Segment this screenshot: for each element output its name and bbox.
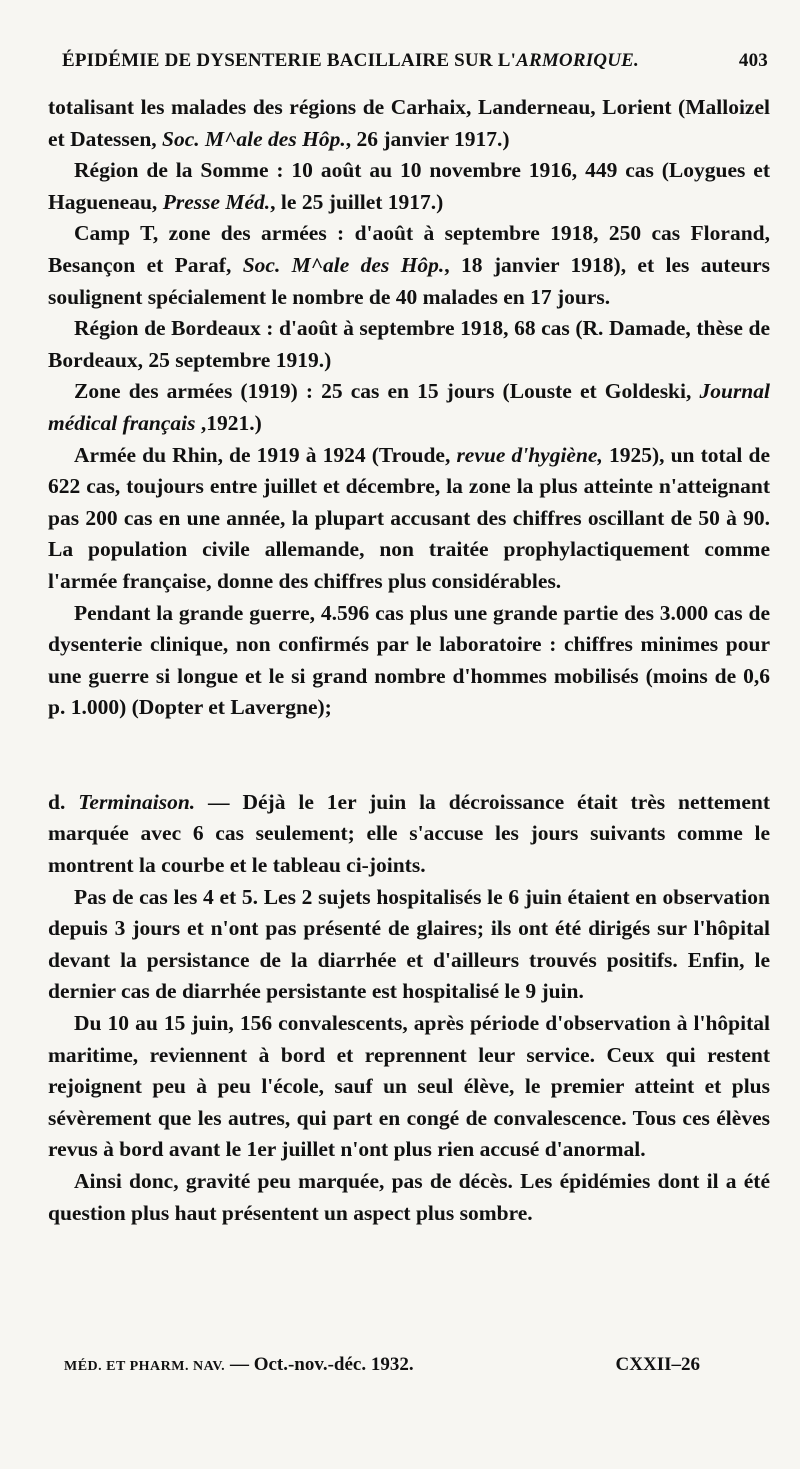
text-run: — Déjà le 1er juin la décroissance était très nettement marquée avec 6 cas seulement; elle s'accuse les jours suivants comme le montrent la courbe et le tableau ci-joints.: [48, 789, 770, 878]
paragraph: [48, 155, 770, 218]
footer-date: — Oct.-nov.-déc. 1932.: [229, 1354, 414, 1375]
paragraph: [48, 598, 770, 724]
footer-journal-line: [64, 1354, 414, 1376]
text-run: 1925), un total de 622 cas, toujours entre juillet et décembre, la zone la plus atteinte n'atteignant pas 200 cas en une année, la plupart accusant des chiffres oscillant de 50 à 90. La population civile allemande, non traitée prophylactiquement comme l'armée française, donne des chiffres plus considérables.: [48, 442, 770, 593]
text-run: ,1921.): [195, 410, 262, 435]
paragraph: [48, 1008, 770, 1166]
text-run: Pas de cas les 4 et 5. Les 2 sujets hospitalisés le 6 juin étaient en observation depuis 3 jours et n'ont pas présenté de glaires; ils ont été dirigés sur l'hôpital devant la persistance de la diarrhée et d'ailleurs trouvés positifs. Enfin, le dernier cas de diarrhée persistante est hospitalisé le 9 juin.: [48, 884, 770, 1004]
paragraph: [48, 440, 770, 598]
citation-italic: revue d'hygiène,: [456, 442, 603, 467]
citation-italic: Soc. M^ale des Hôp.: [162, 126, 346, 151]
section-letter: d.: [48, 789, 79, 814]
page-number: 403: [738, 50, 768, 71]
citation-italic: Presse Méd.: [162, 189, 271, 214]
paragraph: [48, 1166, 770, 1229]
paragraph: [48, 218, 770, 313]
paragraph: [48, 882, 770, 1008]
footer-journal: MÉD. ET PHARM. NAV.: [64, 1359, 226, 1374]
footer-signature: CXXII–26: [615, 1354, 700, 1375]
paragraph: [48, 376, 770, 439]
text-run: Du 10 au 15 juin, 156 convalescents, après période d'observation à l'hôpital maritime, reviennent à bord et reprennent leur service. Ceux qui restent rejoignent peu à peu l'école, sauf un seul élève, le premier atteint et plus sévèrement que les autres, qui part en congé de convalescence. Tous ces élèves revus à bord avant le 1er juillet n'ont plus rien accusé d'anormal.: [48, 1011, 770, 1162]
section-terminaison: [48, 787, 770, 882]
text-run: Région de Bordeaux : d'août à septembre 1918, 68 cas (R. Damade, thèse de Bordeaux, 25 septembre 1919.): [48, 316, 770, 372]
text-run: totalisant les malades des régions de Carhaix, Landerneau, Lorient (Malloizel et Datessen,: [48, 95, 770, 151]
citation-italic: Journal médical français: [48, 379, 770, 435]
header-title: [62, 50, 639, 72]
text-run: , 26 janvier 1917.): [345, 126, 510, 151]
section-heading: Terminaison.: [78, 789, 196, 814]
paragraph: [48, 313, 770, 376]
citation-italic: Soc. M^ale des Hôp.: [242, 252, 445, 277]
text-run: , 18 janvier 1918), et les auteurs soulignent spécialement le nombre de 40 malades en 17 jours.: [48, 252, 770, 309]
body-text: [48, 92, 770, 1229]
text-run: , le 25 juillet 1917.): [270, 189, 444, 214]
header-title-prefix: ÉPIDÉMIE DE DYSENTERIE BACILLAIRE SUR L': [62, 50, 517, 71]
text-run: Zone des armées (1919) : 25 cas en 15 jours (Louste et Goldeski,: [74, 379, 700, 404]
page-footer: [64, 1354, 700, 1376]
text-run: Armée du Rhin, de 1919 à 1924 (Troude,: [74, 442, 457, 467]
text-run: Camp T, zone des armées : d'août à septembre 1918, 250 cas Florand, Besançon et Paraf,: [48, 221, 770, 277]
text-run: Pendant la grande guerre, 4.596 cas plus une grande partie des 3.000 cas de dysenterie clinique, non confirmés par le laboratoire : chiffres minimes pour une guerre si longue et le si grand nombre d'hommes mobilisés (moins de 0,6 p. 1.000) (Dopter et Lavergne);: [48, 600, 770, 720]
text-run: Ainsi donc, gravité peu marquée, pas de décès. Les épidémies dont il a été question plus haut présentent un aspect plus sombre.: [48, 1169, 770, 1225]
running-header: [62, 50, 768, 72]
header-title-italic: ARMORIQUE.: [516, 50, 639, 71]
text-run: Région de la Somme : 10 août au 10 novembre 1916, 449 cas (Loygues et Hagueneau,: [48, 158, 770, 214]
paragraph-continuation: [48, 92, 770, 155]
